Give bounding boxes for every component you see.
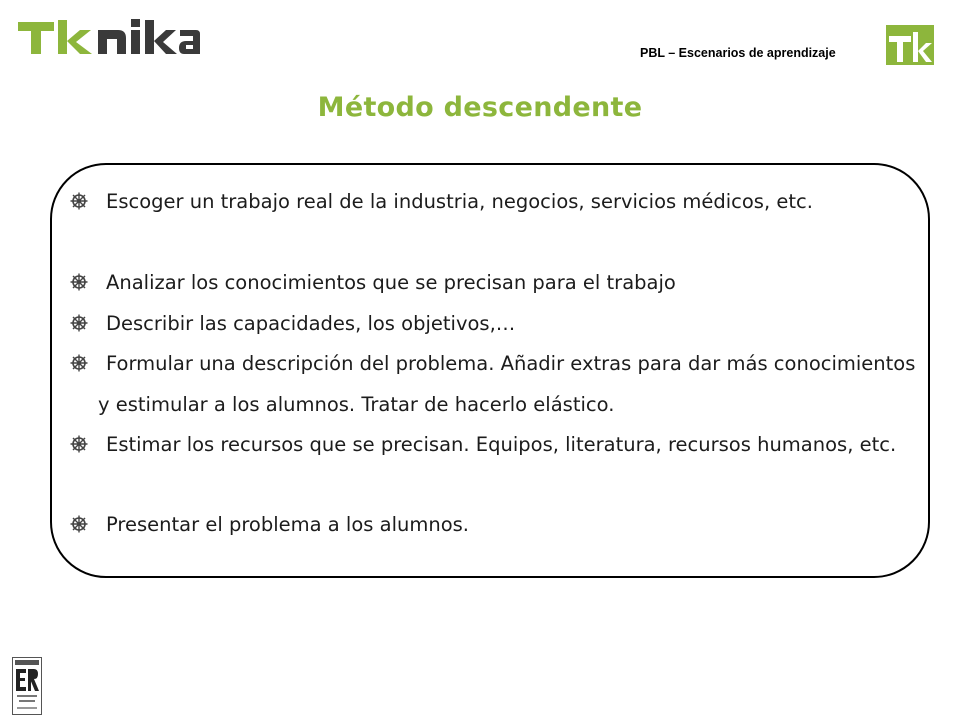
bullet-text: Analizar los conocimientos que se precisan para el trabajo (106, 271, 676, 294)
bullet-item (98, 424, 918, 465)
bullet-item (98, 504, 918, 545)
bullet-item (98, 181, 918, 222)
content-box (50, 163, 930, 578)
bullet-item (98, 262, 918, 303)
ship-wheel-bullet-icon (70, 192, 88, 210)
slide-title: Método descendente (317, 92, 643, 123)
tk-badge-logo (886, 25, 934, 65)
aenor-certification-mark (12, 657, 42, 715)
bullet-item (98, 303, 918, 344)
bullet-text: Escoger un trabajo real de la industria, negocios, servicios médicos, etc. (106, 190, 813, 213)
tknika-logo (18, 14, 200, 56)
bullet-text: Formular una descripción del problema. Añadir extras para dar más conocimientos y estimular a los alumnos. Tratar de hacerlo elástico. (98, 352, 916, 416)
ship-wheel-bullet-icon (70, 314, 88, 332)
bullet-text: Estimar los recursos que se precisan. Equipos, literatura, recursos humanos, etc. (106, 433, 897, 456)
ship-wheel-bullet-icon (70, 273, 88, 291)
header-subtitle: PBL – Escenarios de aprendizaje (640, 46, 836, 60)
ship-wheel-bullet-icon (70, 354, 88, 372)
bullet-text: Presentar el problema a los alumnos. (106, 513, 469, 536)
bullet-item (98, 343, 918, 425)
bullet-text: Describir las capacidades, los objetivos,… (106, 312, 516, 335)
ship-wheel-bullet-icon (70, 515, 88, 533)
ship-wheel-bullet-icon (70, 435, 88, 453)
